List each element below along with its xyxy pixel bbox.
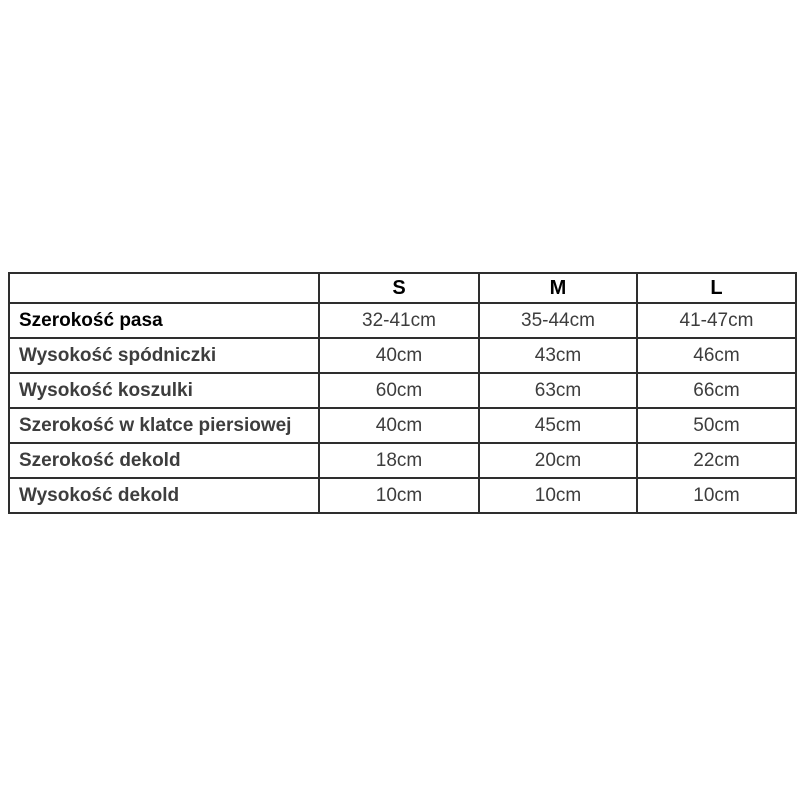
measurement-value: 10cm	[319, 478, 479, 513]
measurement-label: Szerokość pasa	[9, 303, 319, 338]
measurement-value: 10cm	[637, 478, 796, 513]
measurement-value: 32-41cm	[319, 303, 479, 338]
measurement-value: 10cm	[479, 478, 637, 513]
size-chart-header-row	[9, 273, 796, 303]
measurement-label: Szerokość w klatce piersiowej	[9, 408, 319, 443]
size-chart-row	[9, 408, 796, 443]
measurement-value: 18cm	[319, 443, 479, 478]
measurement-value: 63cm	[479, 373, 637, 408]
measurement-value: 66cm	[637, 373, 796, 408]
measurement-value: 22cm	[637, 443, 796, 478]
header-cell-size-s: S	[319, 273, 479, 303]
header-cell-empty	[9, 273, 319, 303]
measurement-value: 50cm	[637, 408, 796, 443]
measurement-value: 43cm	[479, 338, 637, 373]
header-cell-size-m: M	[479, 273, 637, 303]
size-chart-row	[9, 443, 796, 478]
size-chart-table	[8, 272, 797, 514]
measurement-value: 41-47cm	[637, 303, 796, 338]
measurement-value: 46cm	[637, 338, 796, 373]
size-chart-row	[9, 373, 796, 408]
measurement-label: Szerokość dekold	[9, 443, 319, 478]
measurement-label: Wysokość spódniczki	[9, 338, 319, 373]
measurement-value: 40cm	[319, 338, 479, 373]
measurement-value: 60cm	[319, 373, 479, 408]
measurement-value: 40cm	[319, 408, 479, 443]
header-cell-size-l: L	[637, 273, 796, 303]
measurement-value: 35-44cm	[479, 303, 637, 338]
measurement-label: Wysokość dekold	[9, 478, 319, 513]
size-chart-row	[9, 478, 796, 513]
measurement-value: 20cm	[479, 443, 637, 478]
measurement-label: Wysokość koszulki	[9, 373, 319, 408]
measurement-value: 45cm	[479, 408, 637, 443]
size-chart-row	[9, 338, 796, 373]
size-chart-row	[9, 303, 796, 338]
